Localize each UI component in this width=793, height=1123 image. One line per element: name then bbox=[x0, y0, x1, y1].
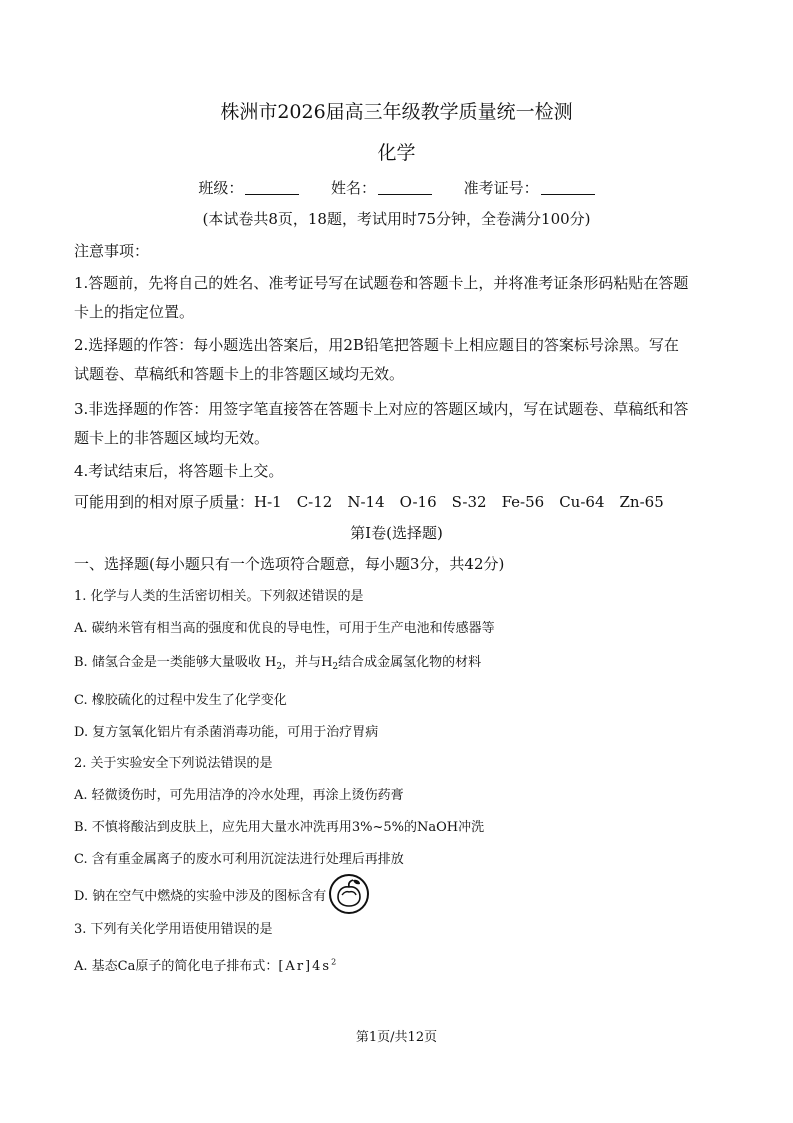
h2-formula: $H_2$ bbox=[321, 655, 339, 672]
notice-item-2-line-1: 2.选择题的作答：每小题选出答案后，用2B铅笔把答题卡上相应题目的答案标号涂黑。写在 bbox=[74, 336, 679, 354]
option-b-text-3: 结合成金属氢化物的材料 bbox=[338, 655, 482, 670]
notice-item-4: 4.考试结束后，将答题卡上交。 bbox=[74, 462, 284, 480]
notice-item-1-line-2: 卡上的指定位置。 bbox=[74, 303, 195, 321]
exam-id-blank[interactable] bbox=[541, 180, 595, 195]
option-b-text-1: B. 储氢合金是一类能够大量吸收 bbox=[74, 655, 261, 670]
part-1-title: 第Ⅰ卷(选择题) bbox=[350, 524, 443, 542]
question-1-stem: 1. 化学与人类的生活密切相关。下列叙述错误的是 bbox=[74, 589, 364, 604]
flame-icon bbox=[328, 873, 370, 915]
question-2-stem: 2. 关于实验安全下列说法错误的是 bbox=[74, 756, 273, 771]
notice-item-2-line-2: 试题卷、草稿纸和答题卡上的非答题区域均无效。 bbox=[74, 365, 405, 383]
question-3-stem: 3. 下列有关化学用语使用错误的是 bbox=[74, 922, 273, 937]
part-1-instruction: 一、选择题(每小题只有一个选项符合题意，每小题3分，共42分) bbox=[74, 555, 505, 573]
electron-config: $[Ar]4s^2$ bbox=[278, 957, 339, 974]
student-info-row bbox=[0, 177, 793, 198]
h2-formula: $H_2$ bbox=[264, 655, 283, 672]
question-1-option-b bbox=[74, 651, 481, 672]
option-d-text: D. 钠在空气中燃烧的实验中涉及的图标含有 bbox=[74, 889, 327, 904]
question-1-option-a: A. 碳纳米管有相当高的强度和优良的导电性，可用于生产电池和传感器等 bbox=[74, 621, 495, 636]
name-blank[interactable] bbox=[378, 180, 432, 195]
question-2-option-a: A. 轻微烫伤时，可先用洁净的冷水处理，再涂上烫伤药膏 bbox=[74, 788, 404, 803]
subject-title: 化学 bbox=[377, 142, 416, 164]
notice-item-3-line-1: 3.非选择题的作答：用签字笔直接答在答题卡上对应的答题区域内，写在试题卷、草稿纸和答 bbox=[74, 400, 689, 418]
question-2-option-b: B. 不慎将酸沾到皮肤上，应先用大量水冲洗再用3%~5%的NaOH冲洗 bbox=[74, 820, 485, 835]
option-b-text-2: ，并与 bbox=[282, 655, 322, 670]
notice-item-3-line-2: 题卡上的非答题区域均无效。 bbox=[74, 429, 270, 447]
page-title: 株洲市2026届高三年级教学质量统一检测 bbox=[220, 101, 573, 123]
exam-info: (本试卷共8页，18题，考试用时75分钟，全卷满分100分) bbox=[202, 210, 591, 228]
exam-id-label: 准考证号： bbox=[463, 179, 539, 197]
notice-item-1-line-1: 1.答题前，先将自己的姓名、准考证号写在试题卷和答题卡上，并将准考证条形码粘贴在答题 bbox=[74, 274, 689, 292]
question-3-option-a bbox=[74, 955, 338, 974]
question-2-option-c: C. 含有重金属离子的废水可利用沉淀法进行处理后再排放 bbox=[74, 852, 404, 867]
option-a-text: A. 基态Ca原子的简化电子排布式： bbox=[74, 959, 279, 974]
notice-heading: 注意事项： bbox=[74, 242, 150, 260]
name-label: 姓名： bbox=[330, 179, 376, 197]
question-2-option-d bbox=[74, 873, 370, 915]
class-blank[interactable] bbox=[245, 180, 299, 195]
question-1-option-d: D. 复方氢氧化铝片有杀菌消毒功能，可用于治疗胃病 bbox=[74, 725, 379, 740]
page-footer: 第1页/共12页 bbox=[355, 1030, 438, 1045]
atomic-masses: 可能用到的相对原子质量：H-1 C-12 N-14 O-16 S-32 Fe-56 Cu-64 Zn-65 bbox=[74, 493, 664, 511]
class-label: 班级： bbox=[198, 179, 244, 197]
question-1-option-c: C. 橡胶硫化的过程中发生了化学变化 bbox=[74, 693, 287, 708]
